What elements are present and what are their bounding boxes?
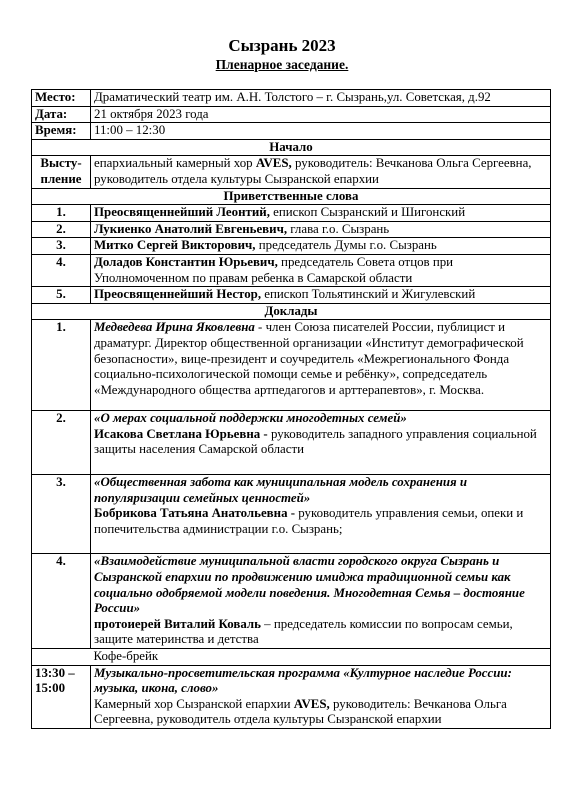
greeting-number: 2.: [32, 221, 91, 238]
break-row: [32, 649, 551, 666]
time-row: [32, 123, 551, 140]
section-heading-greetings: Приветственные слова: [32, 188, 551, 205]
report-text: «Общественная забота как муниципальная модель сохранения и популяризации семейных ценностей» Бобрикова Татьяна Анатольевна - руководитель управления семьи, опеки и попечительства администрации г.о. Сызрань;: [91, 475, 551, 554]
report-text: Медведева Ирина Яковлевна - член Союза писателей России, публицист и драматург. Директор общественной организации «Институт демографической безопасности», вице-президент и соучредитель «Межрегионального Фонда социально-психологической помощи семье и ребёнку», сопредседатель «Международного общества артпедагогов и арттерапевтов», г. Москва.: [91, 320, 551, 411]
date-value: 21 октября 2023 года: [91, 106, 551, 123]
place-label: Место:: [32, 90, 91, 107]
section-greetings: [32, 188, 551, 205]
date-row: [32, 106, 551, 123]
greeting-number: 5.: [32, 287, 91, 304]
greeting-text: Доладов Константин Юрьевич, председатель Совета отцов при Уполномоченном по правам ребенка в Самарской области: [91, 254, 551, 286]
place-row: [32, 90, 551, 107]
greeting-row: [32, 287, 551, 304]
greeting-number: 1.: [32, 205, 91, 222]
final-topic: Музыкально-просветительская программа «Културное наследие России: музыка, икона, слово»: [94, 665, 512, 696]
final-text: Музыкально-просветительская программа «Културное наследие России: музыка, икона, слово» Камерный хор Сызранской епархии AVES, руководитель: Вечканова Ольга Сергеевна, руководитель отдела культуры Сызранской епархии: [91, 665, 551, 728]
final-row: [32, 665, 551, 728]
greeting-text: Преосвященнейший Нестор, епископ Тольятинский и Жигулевский: [91, 287, 551, 304]
place-value: Драматический театр им. А.Н. Толстого – г. Сызрань,ул. Советская, д.92: [91, 90, 551, 107]
report-number: 2.: [32, 411, 91, 475]
report-topic: «О мерах социальной поддержки многодетных семей»: [94, 411, 407, 426]
greeting-row: [32, 205, 551, 222]
section-heading-reports: Доклады: [32, 303, 551, 320]
greeting-text: Преосвященнейший Леонтий, епископ Сызранский и Шигонский: [91, 205, 551, 222]
greeting-text: Лукиенко Анатолий Евгеньевич, глава г.о. Сызрань: [91, 221, 551, 238]
report-text: «О мерах социальной поддержки многодетных семей» Исакова Светлана Юрьевна - руководитель западного управления социальной защиты населения Самарской области: [91, 411, 551, 475]
report-topic: «Общественная забота как муниципальная модель сохранения и популяризации семейных ценностей»: [94, 475, 468, 505]
section-reports: [32, 303, 551, 320]
program-table: [31, 89, 551, 729]
section-opening: [32, 139, 551, 156]
greeting-number: 4.: [32, 254, 91, 286]
greeting-row: [32, 254, 551, 286]
report-row: [32, 475, 551, 554]
report-row: [32, 411, 551, 475]
greeting-text: Митко Сергей Викторович, председатель Думы г.о. Сызрань: [91, 238, 551, 255]
break-label: Кофе-брейк: [91, 649, 551, 666]
report-number: 1.: [32, 320, 91, 411]
opening-text: епархиальный камерный хор AVES, руководитель: Вечканова Ольга Сергеевна, руководитель отдела культуры Сызранской епархии: [91, 156, 551, 188]
report-number: 4.: [32, 554, 91, 649]
greeting-row: [32, 221, 551, 238]
date-label: Дата:: [32, 106, 91, 123]
section-heading-opening: Начало: [32, 139, 551, 156]
opening-row: [32, 156, 551, 188]
report-row: [32, 320, 551, 411]
time-value: 11:00 – 12:30: [91, 123, 551, 140]
greeting-row: [32, 238, 551, 255]
opening-label: Высту- пление: [32, 156, 91, 188]
time-label: Время:: [32, 123, 91, 140]
page-subtitle: Пленарное заседание.: [215, 57, 349, 72]
final-time: 13:30 – 15:00: [32, 665, 91, 728]
greeting-number: 3.: [32, 238, 91, 255]
page-title: Сызрань 2023: [228, 36, 336, 55]
report-row: [32, 554, 551, 649]
report-topic: «Взаимодействие муниципальной власти городского округа Сызрань и Сызранской епархии по продвижению имиджа традиционной семьи как социально одобряемой модели поведения. Многодетная Семья – достояние России»: [94, 554, 525, 616]
report-text: «Взаимодействие муниципальной власти городского округа Сызрань и Сызранской епархии по продвижению имиджа традиционной семьи как социально одобряемой модели поведения. Многодетная Семья – достояние России» протоиерей Виталий Коваль – председатель комиссии по вопросам семьи, защите материнства и детства: [91, 554, 551, 649]
report-number: 3.: [32, 475, 91, 554]
